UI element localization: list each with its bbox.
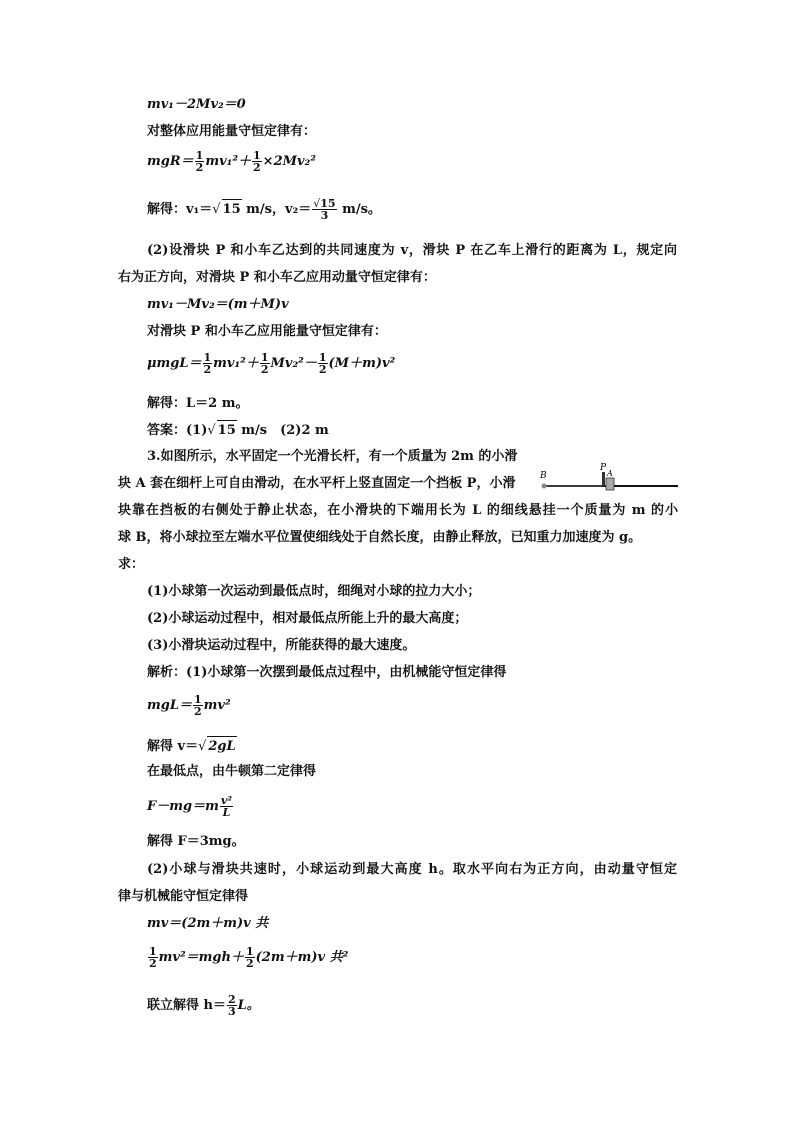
slider-a [606, 478, 614, 490]
problem3-line1: 3.如图所示，水平固定一个光滑长杆，有一个质量为 2m 的小滑 [147, 449, 518, 464]
fraction-half: $\frac{1}{2}$ [203, 351, 212, 376]
equation-newton: F－mg＝m $\frac{\text{v²}}{L}$ [147, 794, 233, 819]
label-p: P [600, 463, 607, 473]
equation-energy-4: $\frac{1}{2}$ mv²＝mgh＋ $\frac{1}{2}$ (2m＋m)v 共² [149, 945, 349, 970]
problem3-line2: 块 A 套在细杆上可自由滑动，在水平杆上竖直固定一个挡板 P，小滑 [118, 476, 516, 491]
text-newton: 在最低点，由牛顿第二定律得 [147, 764, 317, 779]
solution-L: 解得：L＝2 m。 [147, 396, 249, 411]
fraction-v2-over-L: $\frac{\text{v²}}{L}$ [220, 794, 233, 819]
question-3: (3)小滑块运动过程中，所能获得的最大速度。 [147, 638, 416, 653]
equation-momentum-2: mv₁－Mv₂＝(m＋M)v [147, 297, 289, 312]
equation-energy-1: mgR＝ $\frac{1}{2}$ mv₁²＋ $\frac{1}{2}$ ×2Mv₂² [147, 149, 316, 174]
text-part2-analysis-cont: 律与机械能守恒定律得 [118, 889, 249, 904]
text-part2-intro-cont: 右为正方向，对滑块 P 和小车乙应用动量守恒定律有： [118, 270, 436, 285]
fraction-two-thirds: $\frac{2}{3}$ [227, 993, 236, 1018]
fraction-half: $\frac{1}{2}$ [318, 351, 327, 376]
problem-figure [540, 460, 680, 492]
problem3-line3: 块靠在挡板的右侧处于静止状态，在小滑块的下端用长为 L 的细线悬挂一个质量为 m 的小 [118, 503, 678, 518]
fraction-half: $\frac{1}{2}$ [149, 945, 157, 970]
analysis-intro: 解析：(1)小球第一次摆到最低点过程中，由机械能守恒定律得 [147, 665, 507, 680]
problem3-line5: 求： [118, 557, 145, 572]
ball-b [542, 484, 547, 489]
fraction-half: $\frac{1}{2}$ [194, 693, 202, 718]
text-energy-whole: 对整体应用能量守恒定律有： [147, 124, 317, 139]
solution-v1-v2: 解得：v₁＝√ 15 m/s，v₂＝ $\frac{√15}{3}$ m/s。 [147, 197, 381, 222]
equation-energy-2: μmgL＝ $\frac{1}{2}$ mv₁²＋ $\frac{1}{2}$ Mv₂²－ $\frac{1}{2}$ (M＋m)v² [147, 351, 396, 376]
question-1: (1)小球第一次运动到最低点时，细绳对小球的拉力大小； [147, 584, 481, 599]
solution-h: 联立解得 h＝ $\frac{2}{3}$ L。 [147, 993, 260, 1018]
label-a: A [607, 469, 613, 478]
text-energy-p: 对滑块 P 和小车乙应用能量守恒定律有： [147, 324, 387, 339]
fraction-half: $\frac{1}{2}$ [253, 149, 261, 174]
question-2: (2)小球运动过程中，相对最低点所能上升的最大高度； [147, 611, 468, 626]
fraction-v2: $\frac{√15}{3}$ [313, 197, 336, 222]
equation-momentum-1: mv₁－2Mv₂＝0 [147, 97, 246, 112]
fraction-half: $\frac{1}{2}$ [245, 945, 254, 970]
solution-F: 解得 F＝3mg。 [147, 834, 245, 849]
fraction-half: $\frac{1}{2}$ [260, 351, 269, 376]
fraction-half: $\frac{1}{2}$ [195, 149, 204, 174]
text-part2-analysis: (2)小球与滑块共速时，小球运动到最大高度 h。取水平向右为正方向，由动量守恒定 [147, 862, 677, 877]
equation-energy-3: mgL＝ $\frac{1}{2}$ mv² [147, 693, 231, 718]
baffle-p [602, 472, 605, 486]
label-b: B [540, 471, 547, 481]
answer-line: 答案：(1)√ 15 m/s (2)2 m [147, 420, 329, 441]
text-part2-intro: (2)设滑块 P 和小车乙达到的共同速度为 v，滑块 P 在乙车上滑行的距离为 L，规定向 [147, 243, 677, 258]
equation-momentum-3: mv＝(2m＋m)v 共 [147, 916, 269, 931]
solution-v: 解得 v＝√ 2gL [147, 736, 237, 757]
problem3-line4: 球 B，将小球拉至左端水平位置使细线处于自然长度，由静止释放，已知重力加速度为 g。 [118, 530, 642, 545]
